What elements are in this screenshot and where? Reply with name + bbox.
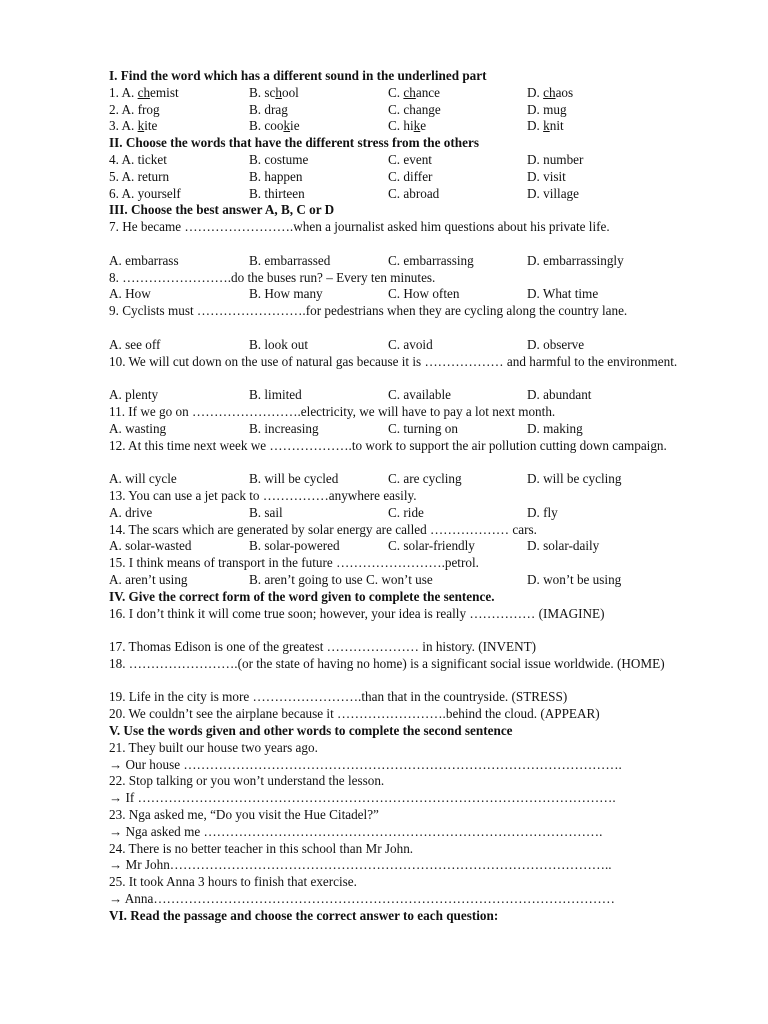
option-a: A. wasting (109, 420, 167, 436)
question-14: 14. The scars which are generated by solar energy are called ……………… cars. (109, 521, 537, 537)
option-c: C. ride (388, 504, 424, 520)
option-b: B. happen (249, 168, 303, 184)
question-20: 20. We couldn’t see the airplane because it …………………….behind the cloud. (APPEAR) (109, 706, 600, 722)
question-8: 8. …………………….do the buses run? – Every ten minutes. (109, 269, 436, 285)
option-c: C. embarrassing (388, 252, 474, 268)
question-24: 24. There is no better teacher in this school than Mr John. (109, 840, 414, 856)
option-d: D. will be cycling (527, 471, 622, 487)
question-21: 21. They built our house two years ago. (109, 739, 318, 755)
option-label: A. (121, 101, 138, 117)
option-pre: mu (543, 101, 560, 117)
answer-line-23[interactable]: → Nga asked me ………………………………………………………………………………. (109, 823, 603, 839)
option-b: B. increasing (249, 420, 319, 436)
question-7-options (109, 253, 695, 270)
option-d: D. number (527, 151, 584, 167)
section-1-items (109, 85, 695, 135)
question-4 (109, 152, 695, 169)
question-22: 22. Stop talking or you won’t understand the lesson. (109, 773, 385, 789)
question-8-options (109, 286, 695, 303)
question-17: 17. Thomas Edison is one of the greatest ………………… in history. (INVENT) (109, 639, 537, 655)
option-label: B. (249, 101, 265, 117)
underlined-part: ch (403, 84, 416, 100)
underlined-part: g (152, 101, 160, 117)
answer-line-25[interactable]: → Anna…………………………………………………………………………………………… (109, 891, 615, 907)
underlined-part: k (283, 118, 291, 134)
answer-line-22[interactable]: → If ………………………………………………………………………………………………. (109, 790, 616, 806)
option-a: A. solar-wasted (109, 538, 192, 554)
question-1 (109, 85, 695, 102)
section-6-title: VI. Read the passage and choose the correct answer to each question: (109, 907, 499, 923)
option-a: A. How (109, 286, 151, 302)
option-b: B. sail (249, 504, 283, 520)
option-b: B. will be cycled (249, 471, 339, 487)
question-number: 2. (109, 101, 119, 117)
question-13-options (109, 505, 695, 522)
option-label: D. (527, 118, 544, 134)
option-d: D. abundant (527, 387, 592, 403)
question-15: 15. I think means of transport in the future …………………….petrol. (109, 555, 479, 571)
option-d: D. making (527, 420, 583, 436)
question-10-options (109, 387, 695, 404)
option-c (388, 85, 527, 102)
option-d: D. fly (527, 504, 558, 520)
option-c: C. differ (388, 168, 433, 184)
question-7: 7. He became …………………….when a journalist asked him questions about his private life. (109, 219, 610, 235)
question-16: 16. I don’t think it will come true soon; however, your idea is really …………… (IMAGINE) (109, 605, 605, 621)
underlined-part: k (543, 118, 550, 134)
option-a: A. will cycle (109, 471, 177, 487)
option-c: C. solar-friendly (388, 538, 475, 554)
question-15-options (109, 572, 695, 589)
section-1-title: I. Find the word which has a different sound in the underlined part (109, 68, 487, 83)
question-6 (109, 186, 695, 203)
option-label: C. (388, 101, 404, 117)
option-d: D. visit (527, 168, 566, 184)
option-d: D. solar-daily (527, 538, 600, 554)
option-d (527, 102, 695, 119)
option-d: D. embarrassingly (527, 252, 624, 268)
answer-line-21[interactable]: → Our house ………………………………………………………………………………………. (109, 756, 622, 772)
question-10: 10. We will cut down on the use of natural gas because it is ……………… and harmful to the environment. (109, 353, 678, 369)
worksheet (109, 68, 695, 925)
option-a: 6. A. yourself (109, 185, 181, 201)
option-a: A. embarrass (109, 252, 179, 268)
option-pre: dra (264, 101, 282, 117)
underlined-part: k (137, 118, 145, 134)
option-d: D. won’t be using (527, 571, 622, 587)
question-14-options (109, 538, 695, 555)
option-a: A. aren’t using (109, 571, 188, 587)
option-post: e (434, 101, 441, 117)
underlined-part: g (559, 101, 567, 117)
option-c: C. event (388, 151, 432, 167)
section-2-title: II. Choose the words that have the different stress from the others (109, 135, 479, 151)
option-label: A. (121, 118, 138, 134)
option-a (109, 85, 249, 102)
underlined-part: ch (543, 84, 556, 100)
option-post: nit (549, 118, 564, 134)
underlined-part: g (281, 101, 288, 117)
option-a (109, 118, 249, 135)
option-post: emist (150, 84, 179, 100)
question-23: 23. Nga asked me, “Do you visit the Hue Citadel?” (109, 807, 379, 823)
option-pre: coo (264, 118, 284, 134)
underlined-part: h (275, 84, 282, 100)
option-b (249, 85, 388, 102)
option-label: C. (388, 84, 404, 100)
option-pre: hi (403, 118, 414, 134)
option-d (527, 85, 695, 102)
option-b: B. costume (249, 151, 309, 167)
question-12: 12. At this time next week we ……………….to work to support the air pollution cutting down campaign. (109, 437, 667, 453)
option-d (527, 118, 695, 135)
option-b: B. How many (249, 286, 323, 302)
option-b (249, 118, 388, 135)
option-a: A. drive (109, 504, 153, 520)
answer-line-24[interactable]: → Mr John……………………………………………………………………………………….. (109, 857, 612, 873)
option-post: ool (281, 84, 299, 100)
option-a: 5. A. return (109, 168, 170, 184)
question-13: 13. You can use a jet pack to ……………anywhere easily. (109, 487, 417, 503)
option-d: D. village (527, 185, 580, 201)
option-pre: chan (403, 101, 429, 117)
question-19: 19. Life in the city is more …………………….than that in the countryside. (STRESS) (109, 689, 568, 705)
underlined-part: k (413, 118, 421, 134)
option-b-c: B. aren’t going to use C. won’t use (249, 571, 433, 587)
option-d: D. What time (527, 286, 599, 302)
option-post: ite (144, 118, 158, 134)
option-a (109, 102, 249, 119)
question-11: 11. If we go on …………………….electricity, we will have to pay a lot next month. (109, 403, 556, 419)
option-b: B. limited (249, 387, 302, 403)
section-4-title: IV. Give the correct form of the word given to complete the sentence. (109, 588, 495, 604)
option-b: B. embarrassed (249, 252, 331, 268)
option-pre: fro (137, 101, 153, 117)
option-a: 4. A. ticket (109, 151, 167, 167)
question-11-options (109, 421, 695, 438)
option-c: C. available (388, 387, 451, 403)
question-5 (109, 169, 695, 186)
option-c: C. How often (388, 286, 460, 302)
question-9-options (109, 337, 695, 354)
option-label: A. (121, 84, 138, 100)
option-label: B. (249, 118, 265, 134)
option-b: B. solar-powered (249, 538, 340, 554)
question-number: 1. (109, 84, 119, 100)
option-b (249, 102, 388, 119)
underlined-part: g (428, 101, 435, 117)
option-c (388, 102, 527, 119)
question-3 (109, 118, 695, 135)
option-c: C. abroad (388, 185, 440, 201)
option-c: C. avoid (388, 336, 433, 352)
question-number: 3. (109, 118, 119, 134)
question-25: 25. It took Anna 3 hours to finish that exercise. (109, 874, 357, 890)
option-a: A. see off (109, 336, 161, 352)
option-label: D. (527, 101, 544, 117)
option-c (388, 118, 527, 135)
question-18: 18. …………………….(or the state of having no home) is a significant social issue worldwide. (HOME) (109, 655, 665, 671)
question-2 (109, 102, 695, 119)
option-label: D. (527, 84, 544, 100)
option-post: aos (555, 84, 574, 100)
option-post: e (420, 118, 427, 134)
underlined-part: ch (137, 84, 151, 100)
question-9: 9. Cyclists must …………………….for pedestrians when they are cycling along the country lane. (109, 303, 628, 319)
option-post: ie (290, 118, 300, 134)
option-post: ance (415, 84, 440, 100)
option-b: B. thirteen (249, 185, 305, 201)
question-12-options (109, 471, 695, 488)
option-a: A. plenty (109, 387, 159, 403)
option-c: C. are cycling (388, 471, 462, 487)
option-label: C. (388, 118, 404, 134)
option-pre: sc (264, 84, 276, 100)
option-label: B. (249, 84, 265, 100)
section-3-title: III. Choose the best answer A, B, C or D (109, 202, 335, 218)
option-b: B. look out (249, 336, 308, 352)
section-5-title: V. Use the words given and other words to complete the second sentence (109, 723, 513, 739)
option-d: D. observe (527, 336, 585, 352)
option-c: C. turning on (388, 420, 458, 436)
